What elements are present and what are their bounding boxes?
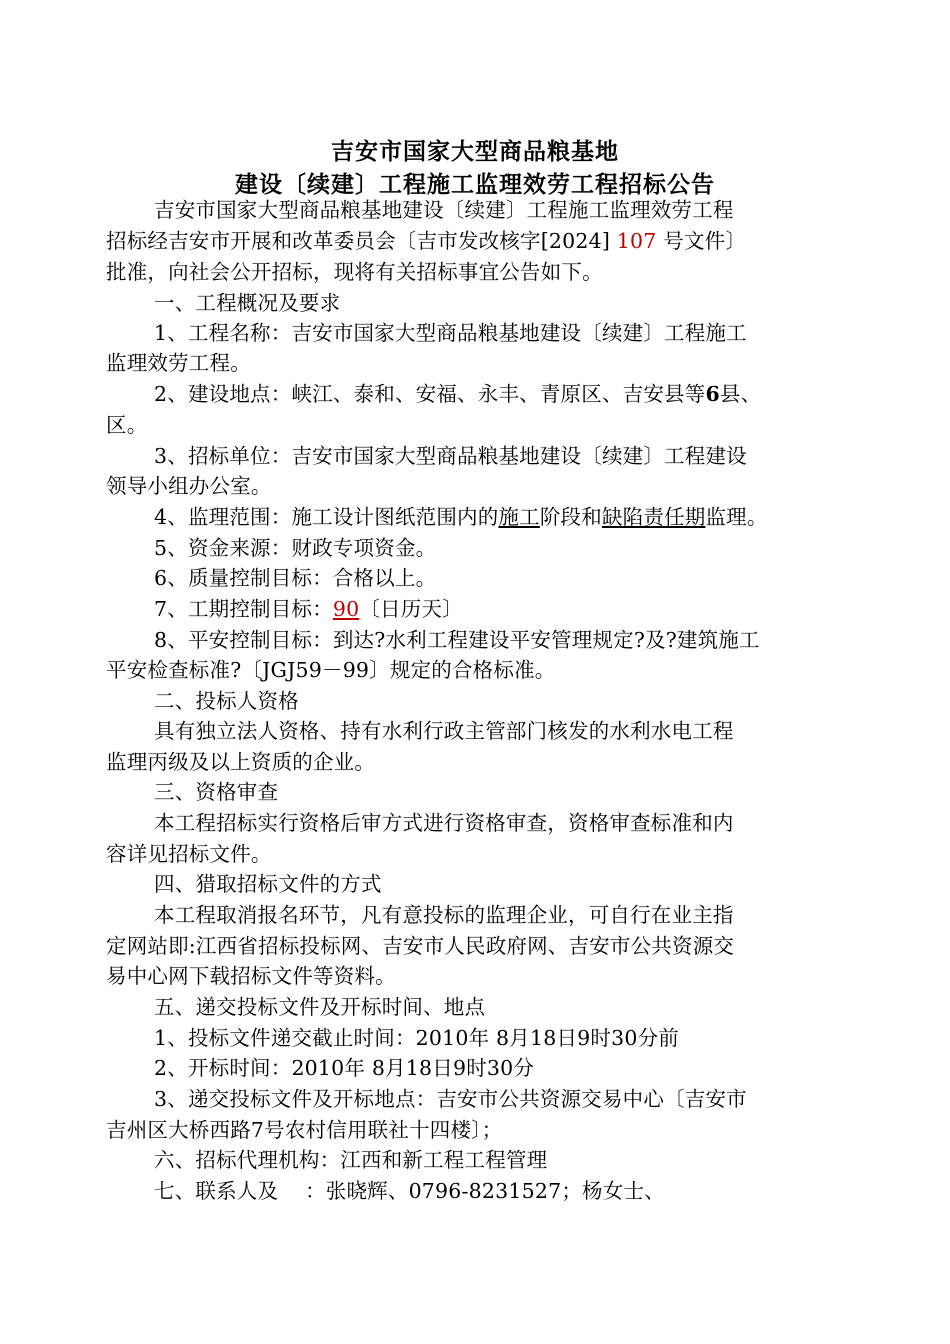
- title-line-2: 建设〔续建〕工程施工监理效劳工程招标公告: [235, 172, 715, 198]
- section-4-line-2: 定网站即:江西省招标投标网、吉安市人民政府网、吉安市公共资源交: [106, 934, 735, 958]
- document-number: 107: [616, 229, 657, 253]
- item-7: 7、工期控制目标：90〔日历天〕: [154, 597, 463, 621]
- section-6: 六、招标代理机构：江西和新工程工程管理: [154, 1148, 548, 1172]
- title-line-1: 吉安市国家大型商品粮基地: [331, 139, 619, 165]
- section-5-item-3-line-1: 3、递交投标文件及开标地点：吉安市公共资源交易中心〔吉安市: [154, 1087, 747, 1111]
- item-8-line-1: 8、平安控制目标：到达?水利工程建设平安管理规定?及?建筑施工: [154, 628, 760, 652]
- intro-line-2: 招标经吉安市开展和改革委员会〔吉市发改核字[2024] 107 号文件〕: [106, 229, 747, 253]
- item-3-line-1: 3、招标单位：吉安市国家大型商品粮基地建设〔续建〕工程建设: [154, 444, 747, 468]
- item-1-line-1: 1、工程名称：吉安市国家大型商品粮基地建设〔续建〕工程施工: [154, 321, 747, 345]
- duration-days: 90: [332, 597, 360, 621]
- section-3-heading: 三、资格审查: [154, 780, 279, 804]
- section-2-line-2: 监理丙级及以上资质的企业。: [106, 750, 376, 774]
- section-4-line-3: 易中心网下载招标文件等资料。: [106, 964, 396, 988]
- item-6: 6、质量控制目标：合格以上。: [154, 566, 437, 590]
- item-3-line-2: 领导小组办公室。: [106, 474, 272, 498]
- item-5: 5、资金来源：财政专项资金。: [154, 536, 437, 560]
- section-2-heading: 二、投标人资格: [154, 689, 299, 713]
- item-4: 4、监理范围：施工设计图纸范围内的施工阶段和缺陷责任期监理。: [154, 505, 768, 529]
- section-5-item-3-line-2: 吉州区大桥西路7号农村信用联社十四楼〕；: [106, 1118, 503, 1142]
- section-5-item-1: 1、投标文件递交截止时间：2010年 8月18日9时30分前: [154, 1026, 679, 1050]
- item-2-line-2: 区。: [106, 413, 148, 437]
- section-2-line-1: 具有独立法人资格、持有水利行政主管部门核发的水利水电工程: [154, 719, 734, 743]
- section-4-heading: 四、猎取招标文件的方式: [154, 872, 382, 896]
- section-1-heading: 一、工程概况及要求: [154, 291, 341, 315]
- section-3-line-1: 本工程招标实行资格后审方式进行资格审查，资格审查标准和内: [154, 811, 734, 835]
- section-3-line-2: 容详见招标文件。: [106, 842, 272, 866]
- item-1-line-2: 监理效劳工程。: [106, 351, 251, 375]
- intro-line-1: 吉安市国家大型商品粮基地建设〔续建〕工程施工监理效劳工程: [154, 198, 734, 222]
- section-7: 七、联系人及 ：张晓辉、0796-8231527；杨女士、: [154, 1179, 665, 1203]
- section-5-item-2: 2、开标时间：2010年 8月18日9时30分: [154, 1056, 535, 1080]
- intro-line-3: 批准，向社会公开招标，现将有关招标事宜公告如下。: [106, 260, 603, 284]
- section-5-heading: 五、递交投标文件及开标时间、地点: [154, 995, 486, 1019]
- section-4-line-1: 本工程取消报名环节，凡有意投标的监理企业，可自行在业主指: [154, 903, 734, 927]
- item-2-line-1: 2、建设地点：峡江、泰和、安福、永丰、青原区、吉安县等6县、: [154, 382, 762, 406]
- item-8-line-2: 平安检查标准?〔JGJ59－99〕规定的合格标准。: [106, 658, 556, 682]
